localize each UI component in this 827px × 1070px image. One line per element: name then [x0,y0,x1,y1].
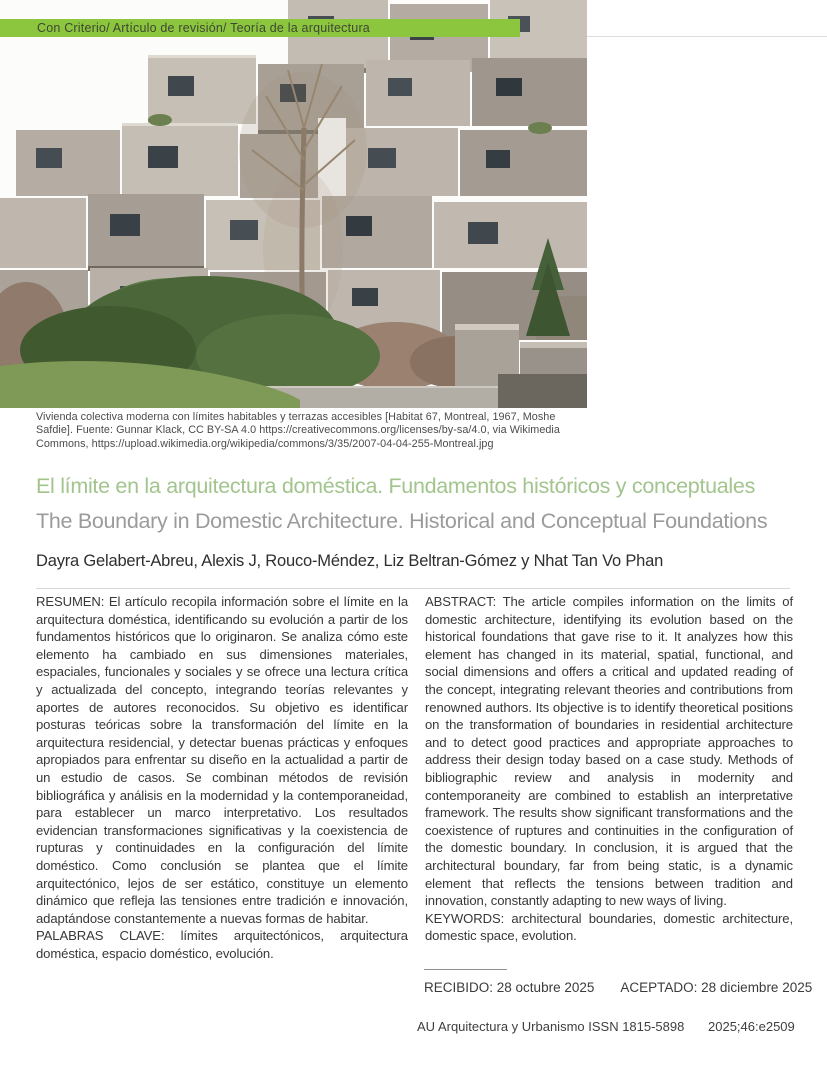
received-date: RECIBIDO: 28 octubre 2025 [424,980,595,995]
header-divider [36,588,790,589]
palabras-clave-paragraph: PALABRAS CLAVE: límites arquitectónicos, arquitectura doméstica, espacio doméstico, evolución. [36,928,408,961]
abstract-spanish-column [36,593,408,962]
volume-issue-citation: 2025;46:e2509 [708,1019,795,1034]
abstract-english-column [425,593,793,945]
photo-caption: Vivienda colectiva moderna con límites habitables y terrazas accesibles [Habitat 67, Montreal, 1967, Moshe Safdie]. Fuente: Gunnar Klack, CC BY-SA 4.0 https://creativecommons.org/licenses/by-sa/4.0, via Wikimedia Commons, https://upload.wikimedia.org/wikipedia/commons/3/35/2007-04-04-255-Montreal.jpg [36,411,560,450]
article-title-spanish: El límite en la arquitectura doméstica. Fundamentos históricos y conceptuales [36,474,756,498]
accepted-date: ACEPTADO: 28 diciembre 2025 [620,980,813,995]
article-title-english: The Boundary in Domestic Architecture. Historical and Conceptual Foundations [36,509,768,533]
habitat-67-photo [0,0,587,408]
section-banner [0,19,520,37]
section-banner-label: Con Criterio/ Artículo de revisión/ Teoría de la arquitectura [37,21,370,35]
journal-issn: AU Arquitectura y Urbanismo ISSN 1815-5898 [417,1019,685,1034]
dates-row [424,980,812,995]
dates-divider [424,969,507,970]
resumen-paragraph: RESUMEN: El artículo recopila información sobre el límite en la arquitectura doméstica, identificando su evolución a partir de los fundamentos históricos que lo originaron. Se analiza cómo este elemento ha cambiado en sus dimensiones materiales, espaciales, funcionales y sociales y se ofrece una lectura crítica y actualizada del concepto, integrando teorías relevantes y aportes de autores reconocidos. Su objetivo es identificar posturas teóricas sobre la transformación del límite en la arquitectura residencial, y detectar buenas prácticas y enfoques apropiados para enfrentar su diseño en la actualidad a partir de un estudio de casos. Se combinan métodos de revisión bibliográfica y análisis en la modernidad y la contemporaneidad, para establecer un marco interpretativo. Los resultados evidencian transformaciones significativas y la coexistencia de rupturas y continuidades en la configuración del límite doméstico. Como conclusión se plantea que el límite arquitectónico, lejos de ser estático, constituye un elemento dinámico que refleja las tensiones entre tradición e innovación, adaptándose constantemente a nuevas formas de habitar. [36,594,408,926]
authors-line: Dayra Gelabert-Abreu, Alexis J, Rouco-Méndez, Liz Beltran-Gómez y Nhat Tan Vo Phan [36,552,664,570]
keywords-paragraph: KEYWORDS: architectural boundaries, domestic architecture, domestic space, evolution. [425,910,793,944]
abstract-paragraph: ABSTRACT: The article compiles information on the limits of domestic architecture, identifying its evolution based on the historical foundations that gave rise to it. It analyzes how this element has changed in its material, spatial, functional, and social dimensions and offers a critical and updated reading of the concept, integrating relevant theories and contributions from renowned authors. Its objective is to identify theoretical positions on the transformation of boundaries in residential architecture and to detect good practices and appropriate approaches to address their design today based on a case study. Methods of bibliographic review and analysis in modernity and contemporaneity are combined to establish an interpretative framework. The results show significant transformations and the coexistence of ruptures and continuities in the configuration of the domestic boundary. In conclusion, it is argued that the architectural boundary, far from being static, is a dynamic element that reflects the tensions between tradition and innovation, constantly adapting to new ways of living. [425,594,793,909]
